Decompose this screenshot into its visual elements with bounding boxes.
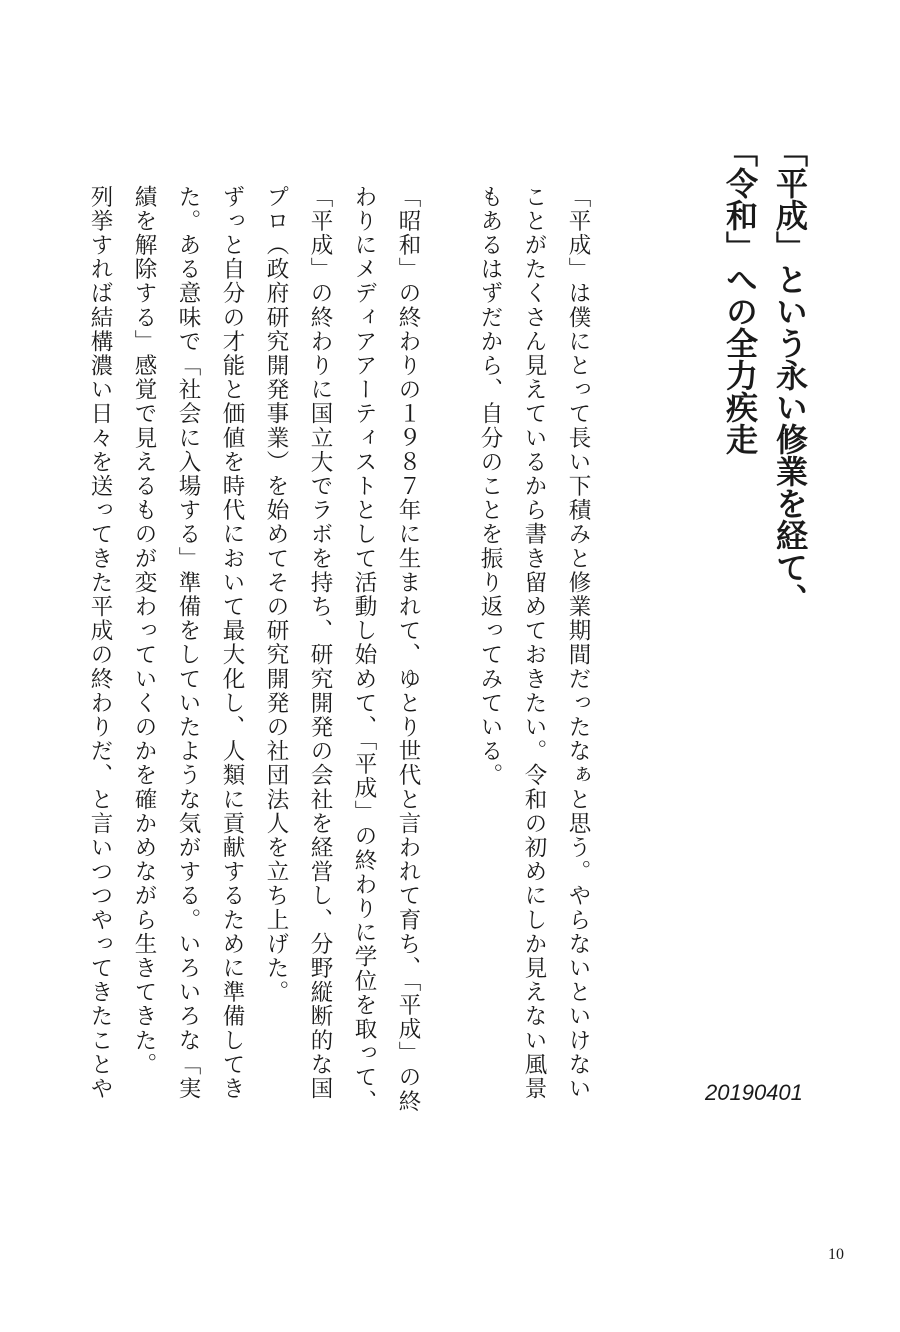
chapter-heading: [715, 135, 815, 755]
page-number: 10: [828, 1246, 844, 1263]
body-paragraph-3: 列挙すれば結構濃い日々を送ってきた平成の終わりだ、と言いつつやってきたことや: [87, 185, 113, 1101]
body-paragraph-2: ずっと自分の才能と価値を時代において最大化し、人類に貢献するために準備してきた。ある意味で「社会に入場する」準備をしていたような気がする。いろいろな「実績を解除する」感覚で見えるものが変わっていくのかを確かめながら生きてきた。: [131, 185, 245, 1101]
opening-paragraph: 「平成」は僕にとって長い下積みと修業期間だったなぁと思う。やらないといけないことがたくさん見えているから書き留めておきたい。令和の初めにしか見えない風景もあるはずだから、自分のことを振り返ってみている。: [477, 185, 591, 1101]
main-text-block: [78, 185, 430, 1115]
heading-line-2: 「令和」への全力疾走: [721, 135, 759, 455]
heading-line-1: 「平成」という永い修業を経て、: [771, 135, 809, 615]
opening-paragraph-block: [468, 185, 600, 1115]
body-paragraph-1: 「昭和」の終わりの１９８７年に生まれて、ゆとり世代と言われて育ち、「平成」の終わりにメディアアーティストとして活動し始めて、「平成」の終わりに学位を取って、「平成」の終わりに国立大でラボを持ち、研究開発の会社を経営し、分野縦断的な国プロ（政府研究開発事業）を始めてその研究開発の社団法人を立ち上げた。: [263, 185, 421, 1114]
entry-date: 20190401: [705, 1080, 803, 1105]
